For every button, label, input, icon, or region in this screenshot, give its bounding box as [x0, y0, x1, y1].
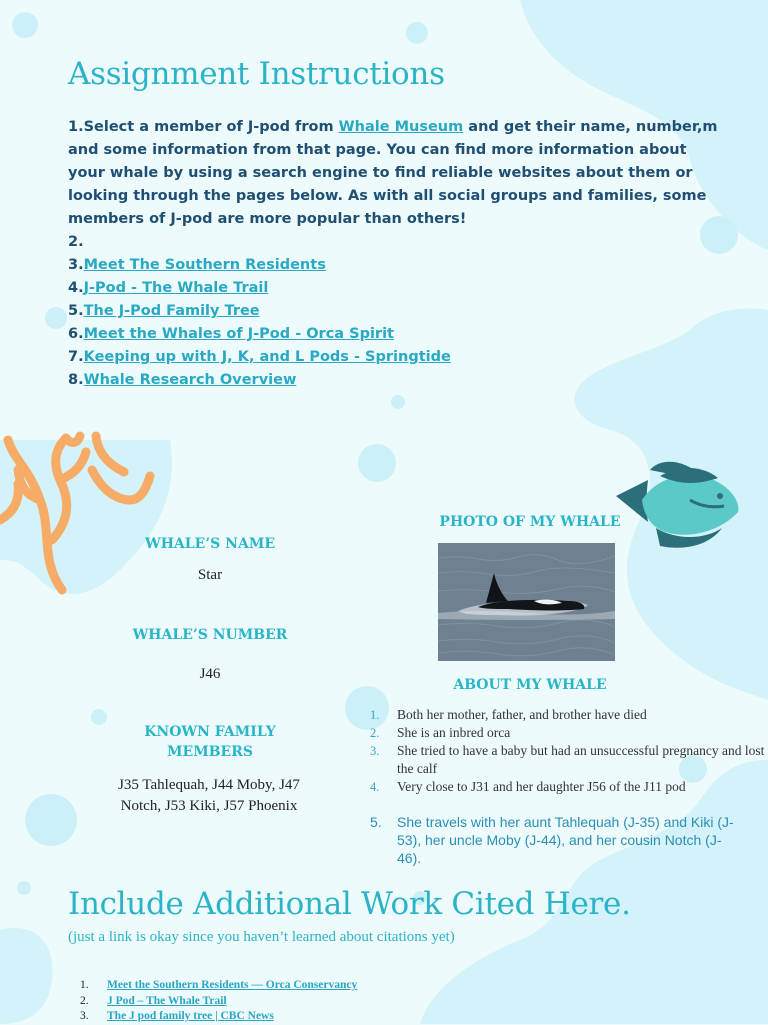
cited-list [80, 978, 357, 1025]
cited-number: 2. [80, 994, 89, 1007]
about-item: Both her mother, father, and brother have died [397, 707, 647, 722]
orca-photo-drawing [438, 543, 615, 661]
about-item: She tried to have a baby but had an unsuccessful pregnancy and lost the calf [397, 743, 765, 776]
step-4 [68, 277, 718, 300]
photo-label: PHOTO OF MY WHALE [439, 514, 621, 530]
step-number: 7. [68, 349, 84, 365]
cited-title: Include Additional Work Cited Here. [68, 886, 631, 922]
about-item: She is an inbred orca [397, 725, 511, 740]
link-jpod-family-tree[interactable]: The J-Pod Family Tree [83, 303, 260, 319]
step-7 [68, 346, 718, 369]
cited-item [80, 1009, 357, 1025]
cited-item [80, 994, 357, 1010]
about-label: ABOUT MY WHALE [453, 677, 607, 693]
step-number: 5. [68, 303, 84, 319]
cited-link-cbc-news[interactable]: The J pod family tree | CBC News [107, 1010, 274, 1022]
bubble [17, 881, 31, 895]
cited-link-whale-trail[interactable]: J Pod – The Whale Trail [107, 994, 227, 1007]
family-members-label [110, 722, 310, 762]
family-members-value: J35 Tahlequah, J44 Moby, J47 Notch, J53 Kiki, J57 Phoenix [118, 777, 300, 814]
step-5 [68, 300, 718, 323]
bubble [45, 307, 67, 329]
step-2 [68, 231, 718, 254]
bubble [391, 395, 405, 409]
instructions [68, 116, 718, 392]
about-extra-item [370, 813, 740, 867]
link-meet-southern-residents[interactable]: Meet The Southern Residents [83, 257, 326, 273]
whale-name-value: Star [197, 567, 223, 583]
cited-link-orca-conservancy[interactable]: Meet the Southern Residents — Orca Conservancy [107, 979, 358, 991]
whale-name-label: WHALE’S NAME [144, 536, 275, 552]
step-number: 8. [68, 372, 84, 388]
family-label-line1: KNOWN FAMILY [144, 724, 276, 740]
bubble [91, 709, 107, 725]
bg-blob-bottom-left [0, 928, 53, 1024]
about-extra-number: 5. [370, 814, 382, 830]
link-jpod-whale-trail[interactable]: J-Pod - The Whale Trail [83, 280, 269, 296]
cited-number: 1. [80, 979, 89, 991]
link-orca-spirit[interactable]: Meet the Whales of J-Pod - Orca Spirit [83, 326, 394, 342]
step-number: 6. [68, 326, 84, 342]
about-item: Very close to J31 and her daughter J56 of the J11 pod [397, 779, 686, 794]
bubble [12, 12, 38, 38]
link-whale-research[interactable]: Whale Research Overview [83, 372, 297, 388]
bubble [358, 444, 396, 482]
link-springtide[interactable]: Keeping up with J, K, and L Pods - Springtide [83, 349, 451, 365]
step-8 [68, 369, 718, 392]
bubble [25, 794, 77, 846]
whale-number-value: J46 [199, 666, 221, 682]
cited-subtitle: (just a link is okay since you haven’t learned about citations yet) [68, 929, 455, 945]
bubble [406, 22, 428, 44]
instruction-paragraph [68, 116, 718, 231]
step-6 [68, 323, 718, 346]
whale-museum-link[interactable]: Whale Museum [338, 119, 464, 135]
family-label-line2: MEMBERS [167, 744, 253, 760]
page-title: Assignment Instructions [68, 56, 445, 92]
instruction-rest: and get their name, number,m and some information from that page. You can find more information about your whale by using a search engine to find reliable websites about them or looking through the pages below. As with all social groups and families, some members of J-pod are more popular than others! [68, 119, 718, 227]
whale-number-label: WHALE’S NUMBER [132, 627, 288, 643]
cited-number: 3. [80, 1010, 89, 1022]
instruction-prefix: 1.Select a member of J-pod from [68, 119, 339, 135]
step-number: 2. [68, 234, 84, 250]
step-3 [68, 254, 718, 277]
orca-photo [438, 543, 615, 661]
about-extra-text: She travels with her aunt Tahlequah (J-35) and Kiki (J-53), her uncle Moby (J-44), and her cousin Notch (J-46). [397, 814, 734, 866]
step-number: 3. [68, 257, 84, 273]
about-list [368, 706, 768, 796]
step-number: 4. [68, 280, 84, 296]
cited-item [80, 978, 357, 994]
